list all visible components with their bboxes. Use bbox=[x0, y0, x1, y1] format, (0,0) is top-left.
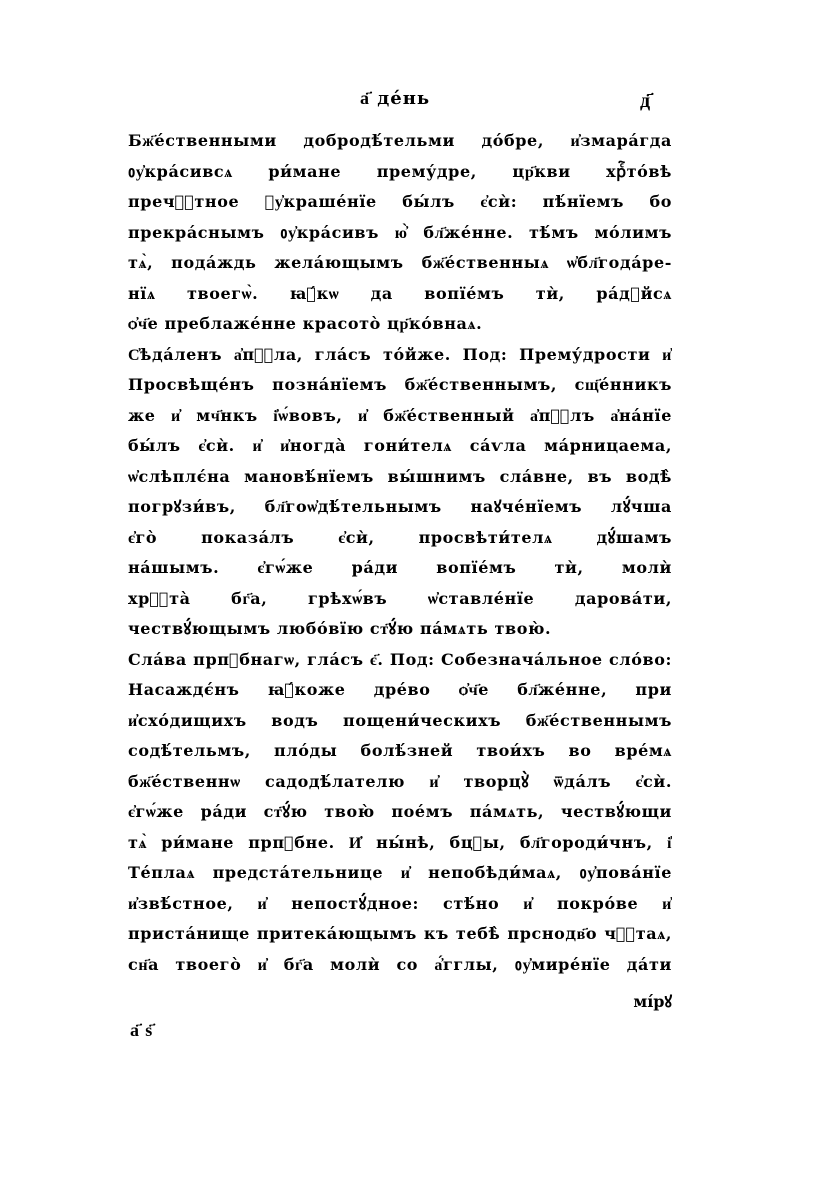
text-line: ѡ҆слѣплє́на мановѣ́нїемъ вы́шнимъ сла́вне, въ водѣ̀ bbox=[128, 466, 672, 486]
text-line: хрⷭ҇та̀ бг҃а, грѣхѡ́въ ѡ҆ставле́нїе дарова́ти, bbox=[128, 588, 672, 608]
text-line: чествꙋ́ющымъ любо́вїю ст҃ꙋ́ю па́мѧть твою̀. bbox=[128, 619, 552, 638]
text-line: бы́лъ є҆сѝ. и҆ и҆ногда̀ гони́телѧ са́ѵла ма́рницаема, bbox=[128, 436, 672, 455]
text-line: ѻ҆ч҃е преблаже́нне красото̀ цр҃ко́внаѧ. bbox=[128, 314, 483, 333]
section-heading-line: С҆ѣда́ленъ а҆пⷭ҇ла, гла́съ то́йже. Под: Прему́дрости и҆ bbox=[128, 344, 672, 364]
body-text bbox=[128, 126, 672, 980]
text-line: погрꙋзи́въ, бл҃гоѡ҆дѣ́тельнымъ наꙋче́нїемъ лꙋ́чша bbox=[128, 497, 672, 516]
text-line: сн҃а твоего̀ и҆ бг҃а молѝ со а҆́гглы, ᲂу҆мире́нїе да́ти bbox=[128, 954, 672, 974]
text-line: содѣ́тельмъ, пло́ды болѣ́зней твои́хъ во вре́мѧ bbox=[128, 741, 672, 760]
text-line: Насаждє́нъ ꙗ҆́коже дре́во ѻ҆ч҃е бл҃же́нне, при bbox=[128, 680, 672, 699]
catchword: мі́рꙋ bbox=[633, 992, 672, 1011]
text-line: тѧ̀, пода́ждь жела́ющымъ бж҃е́ственныѧ ѡ҆бл҃года́ре- bbox=[128, 253, 672, 272]
text-line: прекра́снымъ ᲂу҆кра́сивъ ю҆̀ бл҃же́нне. тѣ́мъ мо́лимъ bbox=[128, 222, 672, 242]
text-line: и҆схо́дищихъ водъ пощени́ческихъ бж҃е́ственнымъ bbox=[128, 710, 672, 730]
text-line: Те́плаѧ предста́тельнице и҆ непобѣди́маѧ, ᲂу҆пова́нїе bbox=[128, 863, 672, 882]
text-line: бж҃е́ственнѡ садодѣ́лателю и҆ творцꙋ̀ ѿда́лъ є҆сѝ. bbox=[128, 771, 672, 791]
text-line: на́шымъ. є҆гѡ́же ра́ди вопїе́мъ тѝ, молѝ bbox=[128, 558, 672, 577]
text-line: ᲂу҆кра́сивсѧ ри́мане прему́дре, цр҃кви хрⷭ҇то́вѣ bbox=[128, 161, 672, 181]
signature-mark: а҃ ѕ҃ bbox=[130, 1020, 153, 1041]
text-line: нїѧ твоегѡ̀. ꙗ҆́кѡ да вопїе́мъ тѝ, ра́дꙋйсѧ bbox=[128, 283, 672, 303]
text-line: же и҆ мч҃нкъ і҆ѡ́вовъ, и҆ бж҃е́ственный а҆пⷭ҇лъ а҆на́нїе bbox=[128, 405, 672, 425]
text-line: Бж҃е́ственными добродѣ́тельми до́бре, и҆змара́гда bbox=[128, 131, 672, 150]
page-header-title: а҃ де́нь bbox=[360, 88, 431, 109]
text-line: пречⷭ҇тное ᲂу҆краше́нїе бы́лъ є҆сѝ: пѣ́нїемъ бо bbox=[128, 192, 672, 211]
text-line: тѧ̀ ри́мане прпⷣбне. И҆ ны́нѣ, бцⷣы, бл҃городи́чнъ, і҆ bbox=[128, 832, 672, 852]
section-heading-line: Сла́ва прпⷣбнагѡ, гла́съ є҃. Под: Собезнача́льное сло́во: bbox=[128, 649, 672, 669]
text-line: Просвѣще́нъ позна́нїемъ бж҃е́ственнымъ, сщ҃е́нникъ bbox=[128, 375, 672, 394]
text-line: приста́нище притека́ющымъ къ тебѣ̀ прснодв҃о чⷭ҇таѧ, bbox=[128, 924, 672, 943]
text-line: є҆го̀ показа́лъ є҆сѝ, просвѣти́телѧ дꙋ́шамъ bbox=[128, 527, 672, 547]
folio-number: д҃ bbox=[640, 88, 651, 112]
text-line: и҆звѣ́стное, и҆ непостꙋ́дное: стѣ́но и҆ покро́ве и҆ bbox=[128, 893, 672, 913]
text-line: є҆гѡ́же ра́ди ст҃ꙋ́ю твою̀ пое́мъ па́мѧть, чествꙋ́ющи bbox=[128, 802, 672, 821]
